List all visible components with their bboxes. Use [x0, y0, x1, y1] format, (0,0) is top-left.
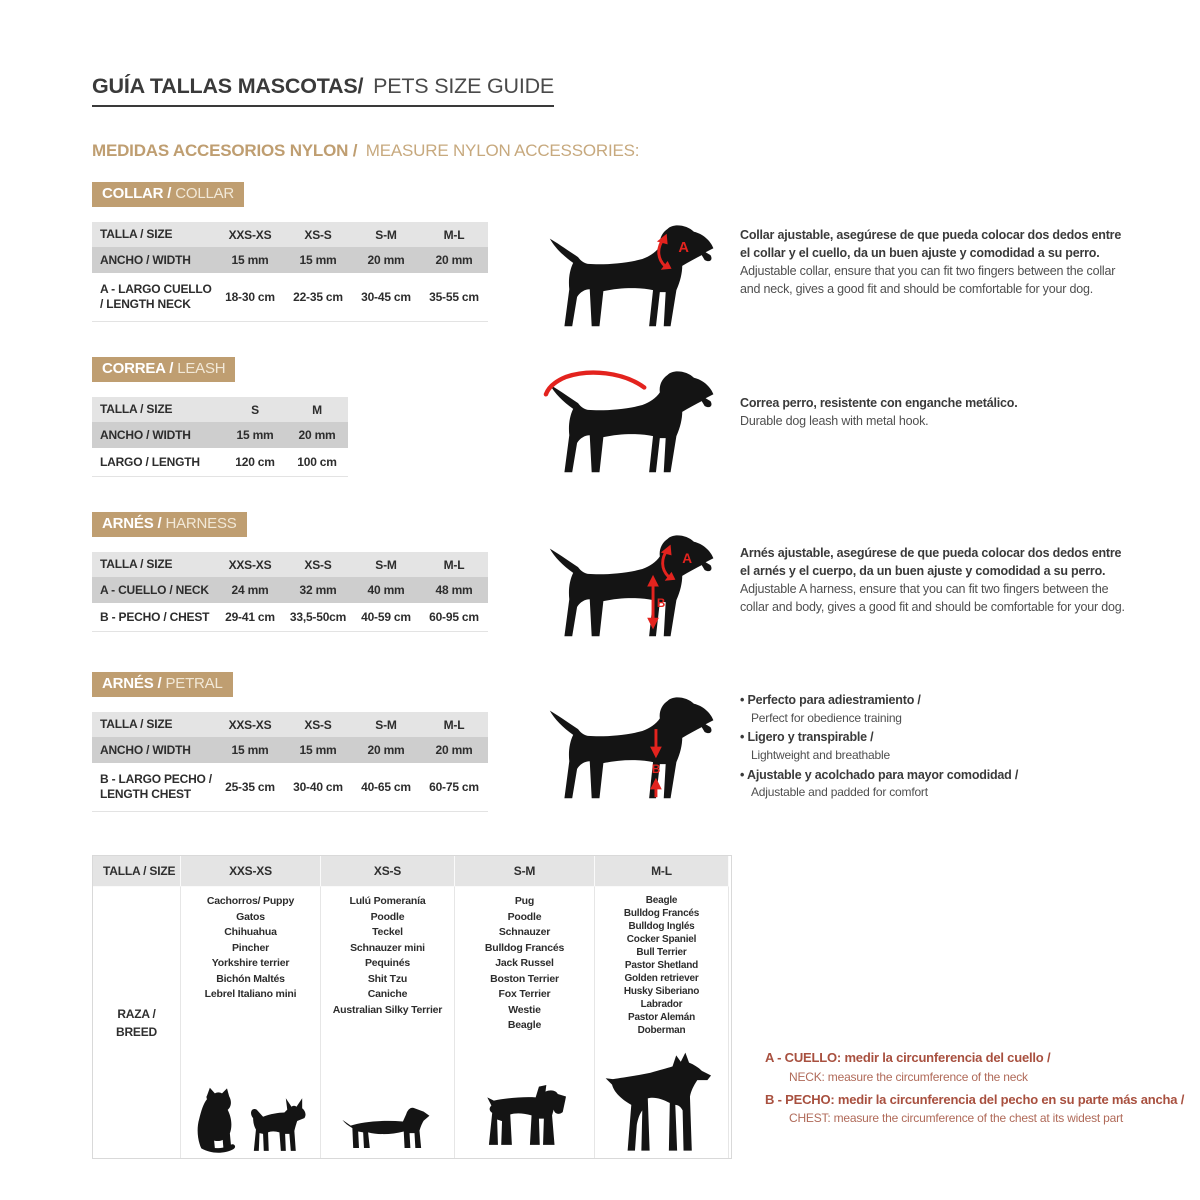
breed-item: Yorkshire terrier — [211, 957, 290, 969]
page-title-es: GUÍA TALLAS MASCOTAS/ — [92, 74, 364, 98]
table-row — [92, 247, 488, 273]
table-cell: 48 mm — [435, 583, 473, 597]
petral-size-table — [92, 712, 488, 812]
measuring-footnotes — [765, 1048, 1195, 1131]
table-cell: 24 mm — [231, 583, 269, 597]
petral-bullet-en: Lightweight and breathable — [751, 747, 890, 762]
chihuahua-icon — [246, 1094, 310, 1158]
breed-item: Teckel — [372, 926, 403, 938]
breed-item: Westie — [508, 1003, 541, 1016]
table-header-row — [92, 552, 488, 577]
column-header: XXS-XS — [228, 717, 272, 732]
leash-line — [546, 373, 644, 395]
harness-badge-es: ARNÉS / — [102, 515, 162, 532]
breed-item: Jack Russel — [495, 957, 554, 969]
page-title-en: PETS SIZE GUIDE — [373, 74, 555, 98]
harness-description-es: Arnés ajustable, asegúrese de que pueda colocar dos dedos entre el arnés y el cuerpo, da un buen ajuste y comodidad a su perro. — [740, 546, 1122, 579]
table-cell: 20 mm — [298, 428, 336, 442]
petral-bullet-en: Adjustable and padded for comfort — [751, 785, 928, 800]
row-label: ANCHO / WIDTH — [100, 252, 191, 267]
breed-item: Boston Terrier — [490, 972, 559, 985]
table-row — [92, 737, 488, 763]
collar-badge-en: COLLAR — [175, 185, 235, 202]
breed-item: Poodle — [507, 910, 542, 923]
breed-list — [205, 894, 297, 1003]
breed-item: Gatos — [236, 910, 265, 923]
table-cell: 33,5-50cm — [289, 610, 347, 624]
breed-cell-s-m — [455, 886, 595, 1158]
dog-with-harness-measure-icon — [543, 532, 728, 644]
breed-item: Cocker Spaniel — [626, 934, 697, 945]
harness-size-table — [92, 552, 488, 632]
table-cell: 18-30 cm — [225, 290, 275, 304]
leash-description-en: Durable dog leash with metal hook. — [740, 414, 929, 429]
breed-item: Beagle — [507, 1019, 542, 1031]
petral-badge-en: PETRAL — [165, 675, 223, 692]
dog-with-chest-measure-icon — [543, 694, 728, 806]
harness-badge-en: HARNESS — [165, 515, 237, 532]
breed-item: Chihuahua — [224, 926, 277, 938]
row-label: ANCHO / WIDTH — [100, 427, 191, 442]
breed-item: Poodle — [370, 910, 405, 923]
row-label: A - CUELLO / NECK — [100, 582, 209, 597]
footnote-chest-es: B - PECHO: medir la circunferencia del pecho en su parte más ancha / — [765, 1091, 1185, 1107]
column-header: TALLA / SIZE — [100, 557, 173, 571]
leash-description-es: Correa perro, resistente con enganche metálico. — [740, 396, 1018, 410]
breed-column-header: TALLA / SIZE — [93, 856, 181, 886]
table-row — [92, 603, 488, 632]
collar-badge-es: COLLAR / — [102, 185, 172, 202]
petral-feature-list — [740, 692, 1160, 804]
leash-badge-en: LEASH — [177, 360, 226, 377]
table-cell: 60-75 cm — [429, 780, 479, 794]
collar-size-table — [92, 222, 488, 322]
dachshund-icon — [336, 1100, 440, 1158]
table-cell: 15 mm — [299, 253, 337, 267]
table-cell: 30-40 cm — [293, 780, 343, 794]
table-cell: 40-59 cm — [361, 610, 411, 624]
cat-icon — [192, 1086, 242, 1158]
table-cell: 15 mm — [231, 743, 269, 757]
table-cell: 20 mm — [367, 253, 405, 267]
petral-section-badge — [92, 672, 233, 697]
column-header: TALLA / SIZE — [100, 402, 173, 416]
table-cell: 20 mm — [367, 743, 405, 757]
breed-item: Lulú Pomeranía — [349, 895, 426, 907]
column-header: S-M — [375, 557, 397, 572]
table-header-row — [92, 397, 348, 422]
leash-size-table — [92, 397, 348, 477]
column-header: XS-S — [304, 557, 332, 572]
table-cell: 25-35 cm — [225, 780, 275, 794]
petral-badge-es: ARNÉS / — [102, 675, 162, 692]
collar-section-badge — [92, 182, 244, 207]
table-cell: 20 mm — [435, 743, 473, 757]
breed-item: Bulldog Inglés — [628, 921, 695, 932]
table-row — [92, 448, 348, 477]
breed-item: Schnauzer — [498, 926, 551, 938]
column-header: M — [312, 402, 322, 417]
petral-bullet-es: • Perfecto para adiestramiento / — [740, 692, 1160, 710]
column-header: S-M — [375, 227, 397, 242]
row-label: ANCHO / WIDTH — [100, 742, 191, 757]
row-label: B - PECHO / CHEST — [100, 609, 210, 624]
petral-bullet-en: Perfect for obedience training — [751, 710, 902, 725]
page-subtitle-es: MEDIDAS ACCESORIOS NYLON / — [92, 141, 358, 160]
table-cell: 30-45 cm — [361, 290, 411, 304]
row-label: A - LARGO CUELLO / LENGTH NECK — [100, 282, 212, 311]
breed-item: Cachorros/ Puppy — [206, 895, 295, 907]
column-header: TALLA / SIZE — [100, 717, 173, 731]
table-cell: 60-95 cm — [429, 610, 479, 624]
petral-bullet-es: • Ajustable y acolchado para mayor comodidad / — [740, 767, 1160, 785]
harness-description-en: Adjustable A harness, ensure that you can fit two fingers between the collar and body, gives a good fit and should be comfortable for your dog. — [740, 582, 1125, 615]
breed-column-header: S-M — [455, 856, 595, 886]
table-cell: 32 mm — [299, 583, 337, 597]
column-header: XS-S — [304, 227, 332, 242]
table-cell: 15 mm — [236, 428, 274, 442]
petral-bullet-es: • Ligero y transpirable / — [740, 729, 1160, 747]
breed-item: Lebrel Italiano mini — [204, 988, 297, 1000]
schnauzer-icon — [470, 1076, 580, 1158]
breed-item: Caniche — [367, 988, 408, 1000]
footnote-neck-en: NECK: measure the circumference of the neck — [789, 1069, 1028, 1084]
footnote-chest-en: CHEST: measure the circumference of the chest at its widest part — [789, 1111, 1124, 1125]
table-cell: 22-35 cm — [293, 290, 343, 304]
leash-description — [740, 394, 1132, 430]
breed-item: Doberman — [637, 1025, 686, 1036]
collar-description — [740, 226, 1132, 299]
harness-annotation-letter-a: A — [682, 551, 692, 567]
breed-column-header: XXS-XS — [181, 856, 321, 886]
collar-description-en: Adjustable collar, ensure that you can fit two fingers between the collar and neck, gives a good fit and should be comfortable for your dog. — [740, 264, 1116, 297]
column-header: M-L — [443, 227, 465, 242]
breed-item: Bulldog Francés — [484, 941, 565, 954]
table-header-row — [92, 712, 488, 737]
leash-badge-es: CORREA / — [102, 360, 174, 377]
breed-item: Husky Siberiano — [623, 986, 700, 997]
column-header: XS-S — [304, 717, 332, 732]
breed-list — [624, 894, 699, 1037]
column-header: XXS-XS — [228, 227, 272, 242]
page-title — [92, 74, 554, 107]
breed-item: Fox Terrier — [498, 988, 551, 1000]
breed-cell-xs-s — [321, 886, 455, 1158]
table-row — [92, 422, 348, 448]
breed-column-header: M-L — [595, 856, 729, 886]
breed-item: Beagle — [645, 895, 678, 906]
table-cell: 29-41 cm — [225, 610, 275, 624]
table-cell: 20 mm — [435, 253, 473, 267]
breed-item: Australian Silky Terrier — [332, 1003, 443, 1016]
breed-row-label: RAZA / BREED — [93, 886, 181, 1158]
breed-item: Pastor Alemán — [627, 1012, 696, 1023]
column-header: XXS-XS — [228, 557, 272, 572]
page-subtitle-en: MEASURE NYLON ACCESSORIES: — [365, 141, 640, 160]
dog-with-collar-measure-icon — [543, 222, 728, 334]
harness-annotation-letter-b: B — [656, 596, 666, 610]
doberman-icon — [601, 1048, 723, 1158]
table-row — [92, 763, 488, 812]
table-cell: 15 mm — [299, 743, 337, 757]
column-header: TALLA / SIZE — [100, 227, 173, 241]
column-header: S — [251, 402, 259, 417]
breed-item: Schnauzer mini — [350, 941, 425, 954]
dog-with-leash-icon — [543, 368, 728, 480]
breed-cell-xxs-xs — [181, 886, 321, 1158]
collar-annotation-letter: A — [678, 240, 689, 257]
table-cell: 40 mm — [367, 583, 405, 597]
table-cell: 120 cm — [235, 455, 275, 469]
breed-cell-m-l — [595, 886, 729, 1158]
table-row — [92, 273, 488, 322]
column-header: M-L — [443, 717, 465, 732]
page-subtitle — [92, 141, 639, 161]
table-cell: 35-55 cm — [429, 290, 479, 304]
breed-item: Shit Tzu — [367, 972, 408, 985]
table-row — [92, 577, 488, 603]
row-label: LARGO / LENGTH — [100, 454, 200, 469]
leash-section-badge — [92, 357, 235, 382]
table-cell: 100 cm — [297, 455, 337, 469]
collar-description-es: Collar ajustable, asegúrese de que pueda colocar dos dedos entre el collar y el cuello, da un buen ajuste y comodidad a su perro. — [740, 228, 1122, 261]
harness-description — [740, 544, 1132, 617]
breed-item: Bichón Maltés — [216, 972, 285, 985]
breed-item: Bull Terrier — [636, 947, 687, 958]
breed-item: Bulldog Francés — [623, 908, 700, 919]
row-label: B - LARGO PECHO / LENGTH CHEST — [100, 772, 212, 801]
harness-section-badge — [92, 512, 247, 537]
breed-column-header: XS-S — [321, 856, 455, 886]
breed-item: Pincher — [231, 941, 270, 954]
breed-size-table — [92, 855, 732, 1159]
column-header: M-L — [443, 557, 465, 572]
breed-list — [485, 894, 564, 1034]
breed-item: Pug — [514, 895, 535, 907]
breed-list — [333, 894, 442, 1018]
petral-annotation-letter-b: B — [651, 762, 661, 776]
breed-item: Golden retriever — [624, 973, 699, 984]
table-cell: 15 mm — [231, 253, 269, 267]
table-cell: 40-65 cm — [361, 780, 411, 794]
footnote-neck-es: A - CUELLO: medir la circunferencia del cuello / — [765, 1050, 1051, 1065]
breed-item: Pastor Shetland — [624, 960, 699, 971]
table-header-row — [92, 222, 488, 247]
breed-item: Pequinés — [364, 957, 411, 969]
column-header: S-M — [375, 717, 397, 732]
breed-item: Labrador — [640, 999, 683, 1010]
